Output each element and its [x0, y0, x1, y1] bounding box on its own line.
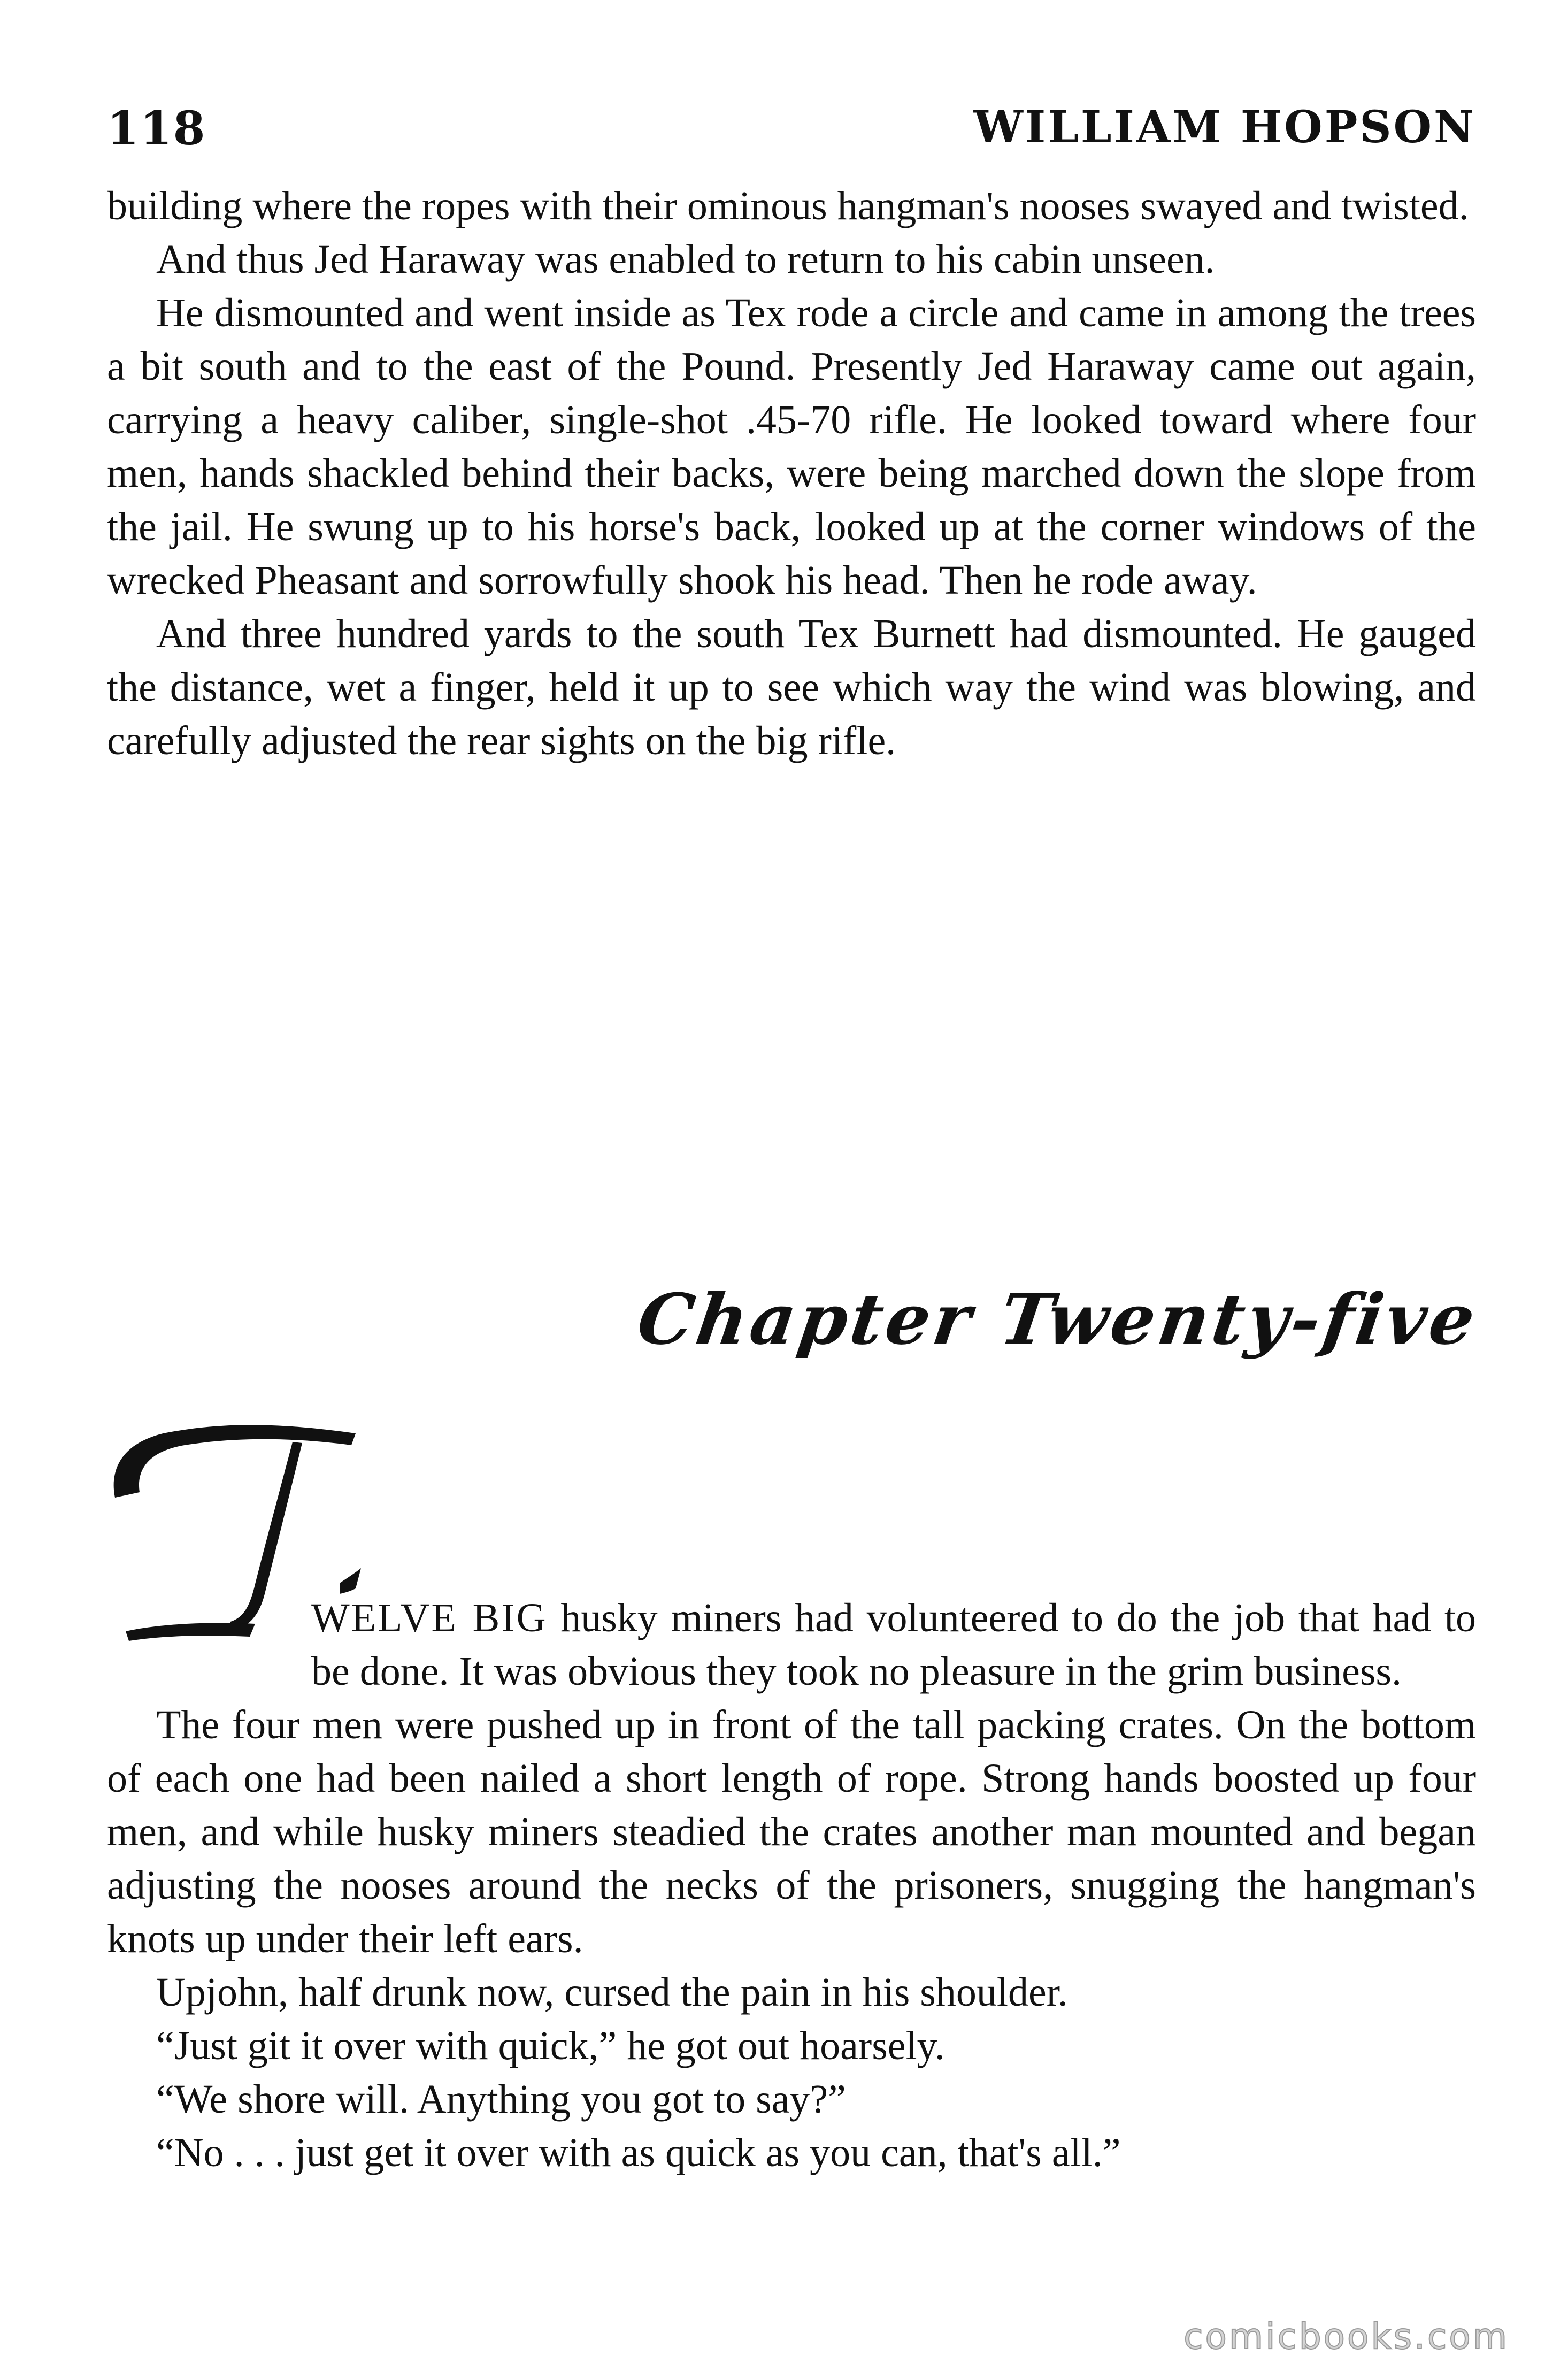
text-block-before-chapter	[107, 179, 1476, 768]
opening-small-caps: WELVE BIG	[311, 1595, 548, 1640]
opening-paragraph-text: husky miners had volunteered to do the job that had to be done. It was obvious they took no pleasure in the grim business.	[311, 1595, 1477, 1694]
page-number: 118	[107, 102, 206, 156]
dialogue-line: “We shore will. Anything you got to say?”	[156, 2077, 846, 2122]
watermark: comicbooks.com	[1183, 2316, 1509, 2357]
chapter-heading: Chapter Twenty-five	[632, 1278, 1483, 1360]
dialogue-line: “No . . . just get it over with as quick as you can, that's all.”	[156, 2130, 1121, 2175]
paragraph: The four men were pushed up in front of the tall packing crates. On the bottom of each one had been nailed a short length of rope. Strong hands boosted up four men, and while husky miners steadied the crates another man mounted and began adjusting the nooses around the necks of the prisoners, snugging the hangman's knots up under their left ears.	[107, 1702, 1476, 1961]
paragraph: And three hundred yards to the south Tex Burnett had dismounted. He gauged the distance, wet a finger, held it up to see which way the wind was blowing, and carefully adjusted the rear sights on the big rifle.	[107, 611, 1476, 763]
paragraph-continuation: building where the ropes with their ominous hangman's nooses swayed and twisted.	[107, 183, 1469, 228]
paragraph: Upjohn, half drunk now, cursed the pain in his shoulder.	[156, 1970, 1068, 2015]
text-block-chapter-opening	[107, 1591, 1476, 2180]
page-header	[107, 102, 1476, 160]
chapter-opening-paragraph	[107, 1591, 1476, 1698]
paragraph: And thus Jed Haraway was enabled to return to his cabin unseen.	[156, 237, 1215, 282]
dialogue-line: “Just git it over with quick,” he got out hoarsely.	[156, 2023, 945, 2068]
paragraph: He dismounted and went inside as Tex rode a circle and came in among the trees a bit south and to the east of the Pound. Presently Jed Haraway came out again, carrying a heavy caliber, single-shot .45-70 rifle. He looked toward where four men, hands shackled behind their backs, were being marched down the slope from the jail. He swung up to his horse's back, looked up at the corner windows of the wrecked Pheasant and sorrowfully shook his head. Then he rode away.	[107, 290, 1476, 603]
running-head-author: WILLIAM HOPSON	[973, 102, 1476, 153]
